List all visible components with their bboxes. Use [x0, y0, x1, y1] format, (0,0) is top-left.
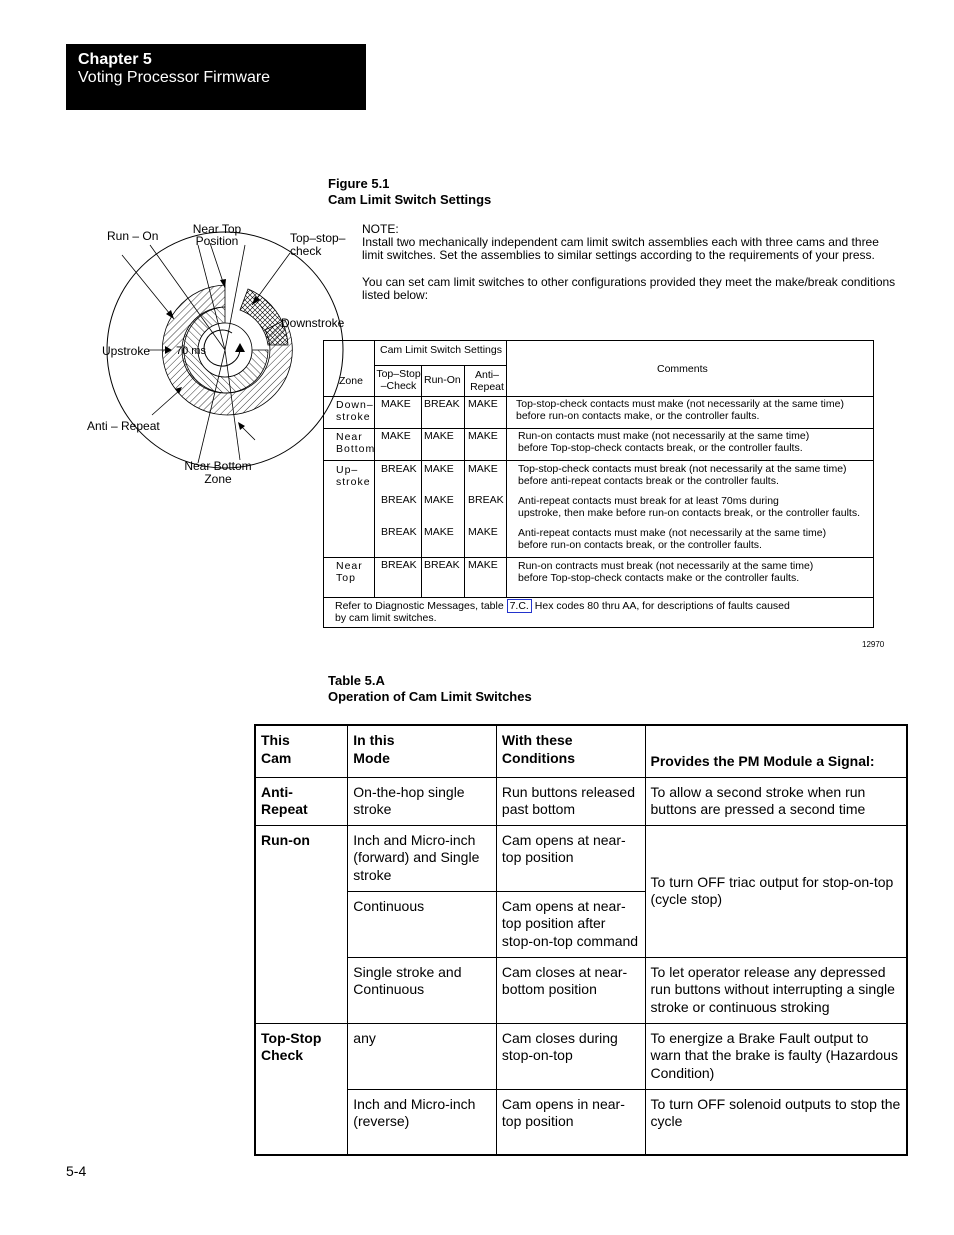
setting-cell: BREAK [381, 494, 417, 506]
setting-cell: BREAK [424, 398, 460, 410]
label-near-top-line2: Position [195, 234, 239, 248]
header-mode-line1: In this [353, 732, 395, 748]
comment-line1: Top-stop-check contacts must make (not necessarily at the same time) [516, 398, 844, 410]
comment-line2: upstroke, then make before run-on contacts break, or the controller faults. [518, 506, 861, 519]
zone-line1: Down– [336, 399, 374, 411]
cam-line2: Repeat [261, 801, 308, 817]
col-top-stop-line2: –Check [380, 379, 417, 392]
label-anti-repeat: Anti – Repeat [87, 419, 160, 433]
cam-line1: Anti- [261, 783, 293, 800]
zone-cell [336, 465, 371, 488]
comment-cell [516, 399, 844, 422]
table-row [255, 825, 907, 891]
table-row [255, 1023, 907, 1089]
table-row [255, 777, 907, 825]
table-row [255, 957, 907, 1023]
comment-line2: before Top-stop-check contacts break, or the controller faults. [518, 441, 803, 454]
setting-cell: BREAK [468, 494, 504, 506]
table-number: Table 5.A [328, 673, 385, 688]
mode-cell: Inch and Micro-inch (forward) and Single stroke [348, 825, 497, 891]
note-line2: limit switches. Set the assemblies to similar settings according to the requirements of your press. [362, 248, 875, 262]
mode-cell: any [348, 1023, 497, 1089]
table-row [255, 1089, 907, 1155]
label-top-stop-line2: check [290, 244, 322, 258]
setting-cell: MAKE [424, 430, 454, 442]
comment-line1: Top-stop-check contacts must break (not necessarily at the same time) [518, 463, 847, 475]
condition-cell: Cam opens in near-top position [496, 1089, 645, 1155]
setting-cell: MAKE [424, 526, 454, 538]
mode-cell: Continuous [348, 891, 497, 957]
zone-line1: Near [336, 560, 363, 572]
label-near-bottom-line2: Zone [204, 472, 232, 486]
footer-text-a: Refer to Diagnostic Messages, table [335, 600, 504, 612]
label-downstroke: Downstroke [281, 316, 345, 330]
setting-cell: MAKE [468, 526, 498, 538]
condition-cell: Run buttons released past bottom [496, 777, 645, 825]
figure-number: Figure 5.1 [328, 176, 390, 191]
mode-cell: Inch and Micro-inch (reverse) [348, 1089, 497, 1155]
cam-cell: Run-on [255, 825, 348, 1023]
table-footer [335, 601, 790, 624]
figure-caption [328, 176, 491, 208]
comment-cell [518, 496, 860, 519]
figure-id: 12970 [862, 640, 885, 649]
signal-cell: To turn OFF triac output for stop-on-top (cycle stop) [645, 825, 907, 957]
zone-line2: stroke [336, 475, 371, 488]
figure-note [362, 223, 895, 302]
comment-line1: Anti-repeat contacts must make (not necessarily at the same time) [518, 527, 827, 539]
zone-line2: Top [336, 571, 356, 584]
signal-cell: To allow a second stroke when run buttons are pressed a second time [645, 777, 907, 825]
cam-cell [255, 1023, 348, 1155]
comment-cell [518, 464, 847, 487]
header-cam-line2: Cam [261, 749, 292, 766]
col-run-on-header: Run-On [424, 374, 461, 386]
comment-line2: before anti-repeat contacts break or the controller faults. [518, 474, 779, 487]
setting-cell: MAKE [468, 398, 498, 410]
comment-line1: Run-on contracts must break (not necessarily at the same time) [518, 560, 814, 572]
col-top-stop-line1: Top–Stop [376, 368, 421, 380]
setting-cell: BREAK [381, 526, 417, 538]
label-near-top [190, 223, 244, 247]
condition-cell: Cam opens at near-top position [496, 825, 645, 891]
chapter-number: Chapter 5 [78, 51, 152, 68]
col-anti-repeat-header [470, 370, 504, 393]
zone-line2: Bottom [336, 442, 376, 455]
zone-line1: Near [336, 431, 363, 443]
comment-line2: before run-on contacts break, or the controller faults. [518, 538, 762, 551]
condition-cell: Cam closes during stop-on-top [496, 1023, 645, 1089]
figure-title: Cam Limit Switch Settings [328, 192, 492, 207]
setting-cell: BREAK [381, 463, 417, 475]
comments-header: Comments [657, 363, 708, 375]
note-label: NOTE: [362, 222, 399, 236]
label-near-bottom-line1: Near Bottom [184, 459, 252, 473]
cam-line1: Top-Stop [261, 1029, 322, 1046]
setting-cell: MAKE [468, 463, 498, 475]
header-signal: Provides the PM Module a Signal: [645, 725, 907, 777]
comment-line2: before Top-stop-check contacts make or the controller faults. [518, 571, 800, 584]
comment-line1: Run-on contacts must make (not necessarily at the same time) [518, 430, 810, 442]
zone-line1: Up– [336, 464, 359, 476]
signal-cell: To turn OFF solenoid outputs to stop the cycle [645, 1089, 907, 1155]
setting-cell: MAKE [424, 494, 454, 506]
table-7c-link[interactable]: 7.C. [507, 599, 532, 613]
header-mode-line2: Mode [353, 749, 390, 766]
comment-cell [518, 431, 809, 454]
zone-header: Zone [339, 375, 363, 387]
footer-text-c: by cam limit switches. [335, 611, 437, 624]
label-top-stop-line1: Top–stop– [290, 231, 346, 245]
note-line3: You can set cam limit switches to other configurations provided they meet the make/break conditions [362, 275, 896, 289]
col-top-stop-header [376, 369, 421, 392]
table-header-row [255, 725, 907, 777]
header-cond-line2: Conditions [501, 749, 576, 766]
header-mode [348, 725, 497, 777]
comment-cell [518, 528, 826, 551]
signal-cell: To let operator release any depressed run buttons without interrupting a single stroke or continuous stroking [645, 957, 907, 1023]
header-cam [255, 725, 348, 777]
table-title: Operation of Cam Limit Switches [328, 689, 532, 704]
zone-cell [336, 561, 363, 584]
setting-cell: BREAK [381, 559, 417, 571]
col-anti-line2: Repeat [470, 380, 504, 393]
page-number: 5-4 [66, 1163, 87, 1179]
condition-cell: Cam closes at near-bottom position [496, 957, 645, 1023]
zone-cell [336, 432, 375, 455]
setting-cell: MAKE [381, 430, 411, 442]
chapter-header [66, 44, 366, 110]
chapter-title: Voting Processor Firmware [78, 69, 271, 86]
label-near-bottom [182, 460, 254, 486]
header-cond-line1: With these [501, 732, 573, 748]
label-run-on: Run – On [107, 229, 159, 243]
label-upstroke: Upstroke [102, 344, 151, 358]
setting-cell: BREAK [424, 559, 460, 571]
signal-cell: To energize a Brake Fault output to warn that the brake is faulty (Hazardous Condition) [645, 1023, 907, 1089]
setting-cell: MAKE [381, 398, 411, 410]
zone-line2: stroke [336, 410, 371, 423]
footer-text-b: Hex codes 80 thru AA, for descriptions of faults caused [534, 600, 790, 612]
table-caption [328, 673, 532, 705]
label-top-stop-check [290, 232, 345, 258]
setting-cell: MAKE [424, 463, 454, 475]
note-line4: listed below: [362, 288, 429, 302]
comment-cell [518, 561, 813, 584]
comment-line2: before run-on contacts make, or the controller faults. [516, 409, 760, 422]
label-70ms: 70 ms [176, 345, 206, 357]
header-conditions [496, 725, 645, 777]
note-line1: Install two mechanically independent cam limit switch assemblies each with three cams and three [362, 235, 879, 249]
operation-table [254, 724, 908, 1156]
cam-cell [255, 777, 348, 825]
zone-cell [336, 400, 374, 423]
col-anti-line1: Anti– [475, 369, 499, 381]
setting-cell: MAKE [468, 430, 498, 442]
comment-line1: Anti-repeat contacts must break for at least 70ms during [518, 495, 779, 507]
cam-line2: Check [261, 1047, 304, 1063]
label-near-top-line1: Near Top [192, 222, 242, 236]
mode-cell: On-the-hop single stroke [348, 777, 497, 825]
condition-cell: Cam opens at near-top position after stop-on-top command [496, 891, 645, 957]
mode-cell: Single stroke and Continuous [348, 957, 497, 1023]
setting-cell: MAKE [468, 559, 498, 571]
header-cam-line1: This [261, 732, 290, 748]
cam-settings-table [323, 340, 874, 628]
settings-header: Cam Limit Switch Settings [380, 344, 502, 356]
